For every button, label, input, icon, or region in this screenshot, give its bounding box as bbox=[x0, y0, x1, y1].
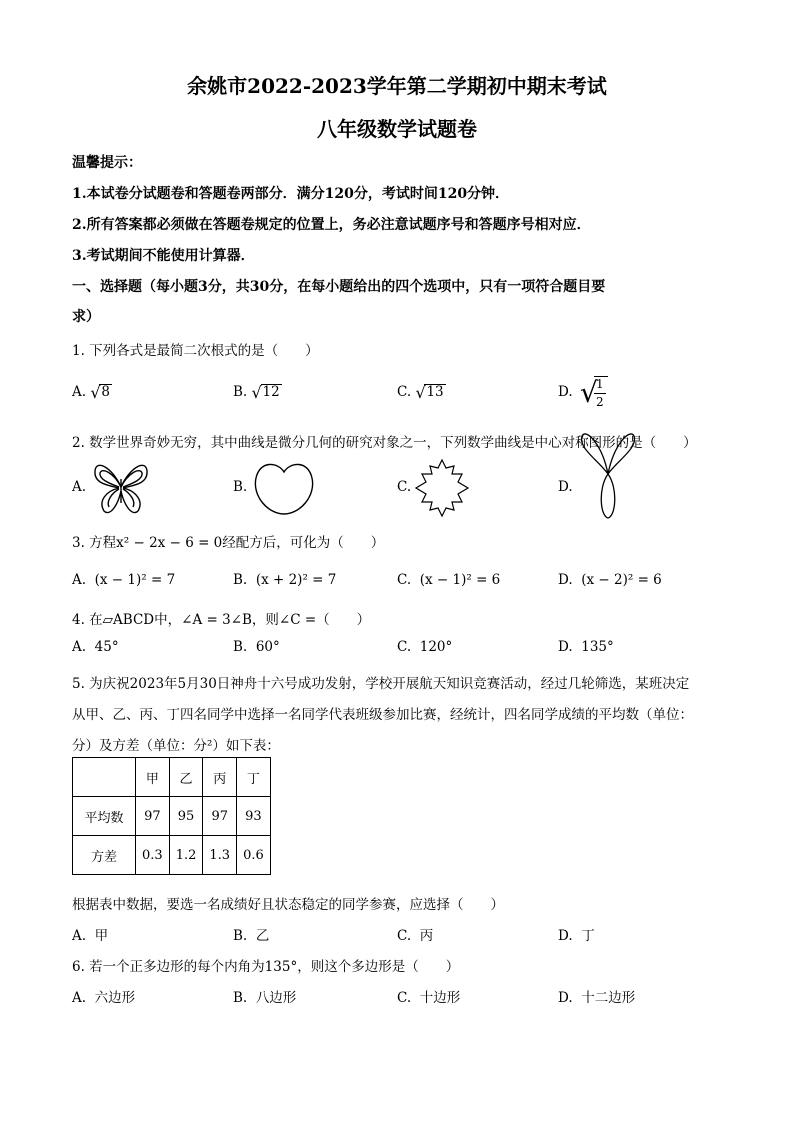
three-leaf-rose-icon[interactable] bbox=[576, 430, 640, 520]
butterfly-curve-icon[interactable] bbox=[92, 457, 150, 517]
parallelogram: ▱ABCD bbox=[102, 612, 155, 628]
q5-option-b[interactable]: B. 乙 bbox=[233, 928, 270, 944]
q2-option-c-label[interactable]: C. bbox=[397, 479, 412, 495]
q3-option-c[interactable]: C. (x − 1)² = 6 bbox=[397, 572, 501, 588]
exam-subtitle: 八年级数学试题卷 bbox=[317, 117, 477, 141]
fraction-denominator: 2 bbox=[596, 395, 604, 409]
table-cell: 97 bbox=[136, 797, 170, 836]
table-cell: 1.3 bbox=[203, 836, 237, 875]
q1-option-b[interactable] bbox=[233, 384, 282, 400]
option-label: A. bbox=[72, 384, 87, 400]
option-label: B. bbox=[233, 384, 248, 400]
question-5-prompt: 根据表中数据，要选一名成绩好且状态稳定的同学参赛，应选择（ ） bbox=[72, 897, 504, 913]
equation: x² − 2x − 6 = 0 bbox=[116, 535, 223, 551]
table-cell: 方差 bbox=[73, 836, 136, 875]
question-6-stem: 6. 若一个正多边形的每个内角为135°，则这个多边形是（ ） bbox=[72, 959, 460, 975]
q5-option-c[interactable]: C. 丙 bbox=[397, 928, 434, 944]
q4-option-c[interactable]: C. 120° bbox=[397, 639, 453, 655]
option-label: D. bbox=[558, 384, 573, 400]
table-header-cell: 丙 bbox=[203, 758, 237, 797]
koch-snowflake-icon[interactable] bbox=[412, 456, 472, 520]
question-1-stem: 1. 下列各式是最简二次根式的是（ ） bbox=[72, 343, 319, 359]
q3-option-b[interactable]: B. (x + 2)² = 7 bbox=[233, 572, 337, 588]
sqrt-expression: √ 13 bbox=[415, 383, 444, 402]
q6-option-c[interactable]: C. 十边形 bbox=[397, 990, 461, 1006]
sqrt-expression: √ 8 bbox=[90, 383, 110, 402]
question-5-line2: 从甲、乙、丙、丁四名同学中选择一名同学代表班级参加比赛，经统计，四名同学成绩的平均数（单位： bbox=[72, 707, 693, 723]
table-header-cell: 乙 bbox=[169, 758, 203, 797]
table-cell: 95 bbox=[169, 797, 203, 836]
table-row bbox=[73, 836, 271, 875]
question-5-line3: 分）及方差（单位：分²）如下表： bbox=[72, 738, 280, 754]
sqrt-expression: √ 12 bbox=[251, 383, 280, 402]
section-heading-line2: 求） bbox=[72, 309, 100, 325]
sqrt-fraction bbox=[580, 372, 610, 414]
option-label: C. bbox=[397, 384, 412, 400]
q1-option-d[interactable] bbox=[558, 384, 573, 400]
table-cell: 97 bbox=[203, 797, 237, 836]
table-cell: 1.2 bbox=[169, 836, 203, 875]
q5-option-a[interactable]: A. 甲 bbox=[72, 928, 109, 944]
q3-option-a[interactable]: A. (x − 1)² = 7 bbox=[72, 572, 176, 588]
q1-option-c[interactable] bbox=[397, 384, 446, 400]
radical-sign: √ bbox=[580, 376, 598, 409]
exam-title: 余姚市2022-2023学年第二学期初中期末考试 bbox=[187, 74, 607, 98]
table-row bbox=[73, 797, 271, 836]
q4-option-b[interactable]: B. 60° bbox=[233, 639, 280, 655]
section-heading-line1: 一、选择题（每小题3分，共30分，在每小题给出的四个选项中，只有一项符合题目要 bbox=[72, 279, 606, 295]
question-2-stem: 2. 数学世界奇妙无穷，其中曲线是微分几何的研究对象之一，下列数学曲线是中心对称图形的是（ ） bbox=[72, 435, 697, 451]
q1-option-a[interactable] bbox=[72, 384, 112, 400]
q2-option-d-label[interactable]: D. bbox=[558, 479, 573, 495]
table-cell: 0.6 bbox=[237, 836, 271, 875]
tips-item-2: 2.所有答案都必须做在答题卷规定的位置上，务必注意试题序号和答题序号相对应． bbox=[72, 217, 591, 233]
radicand: 8 bbox=[101, 384, 110, 400]
tips-item-1: 1.本试卷分试题卷和答题卷两部分．满分120分，考试时间120分钟． bbox=[72, 186, 510, 202]
q3-option-d[interactable]: D. (x − 2)² = 6 bbox=[558, 572, 662, 588]
radicand: 12 bbox=[262, 384, 280, 400]
tips-heading: 温馨提示： bbox=[72, 155, 142, 171]
q2-option-b-label[interactable]: B. bbox=[233, 479, 248, 495]
q5-option-d[interactable]: D. 丁 bbox=[558, 928, 595, 944]
table-cell: 93 bbox=[237, 797, 271, 836]
q6-option-d[interactable]: D. 十二边形 bbox=[558, 990, 636, 1006]
fraction-numerator: 1 bbox=[596, 377, 604, 391]
question-3-stem: 3. 方程x² − 2x − 6 = 0经配方后，可化为（ ） bbox=[72, 535, 385, 551]
table-header-cell: 甲 bbox=[136, 758, 170, 797]
heart-curve-icon[interactable] bbox=[252, 460, 316, 516]
question-5-line1: 5. 为庆祝2023年5月30日神舟十六号成功发射，学校开展航天知识竞赛活动，经过几轮筛选，某班决定 bbox=[72, 676, 690, 692]
table-header-cell: 丁 bbox=[237, 758, 271, 797]
q6-option-b[interactable]: B. 八边形 bbox=[233, 990, 297, 1006]
q2-option-a-label[interactable]: A. bbox=[72, 479, 87, 495]
radicand: 13 bbox=[426, 384, 444, 400]
table-header-cell bbox=[73, 758, 136, 797]
score-table bbox=[72, 757, 271, 875]
table-cell: 平均数 bbox=[73, 797, 136, 836]
q4-option-a[interactable]: A. 45° bbox=[72, 639, 119, 655]
fraction-bar bbox=[594, 393, 606, 394]
table-cell: 0.3 bbox=[136, 836, 170, 875]
question-4-stem: 4. 在▱ABCD中，∠A = 3∠B，则∠C =（ ） bbox=[72, 612, 371, 628]
q6-option-a[interactable]: A. 六边形 bbox=[72, 990, 136, 1006]
table-header-row bbox=[73, 758, 271, 797]
tips-item-3: 3.考试期间不能使用计算器． bbox=[72, 248, 255, 264]
q4-option-d[interactable]: D. 135° bbox=[558, 639, 614, 655]
